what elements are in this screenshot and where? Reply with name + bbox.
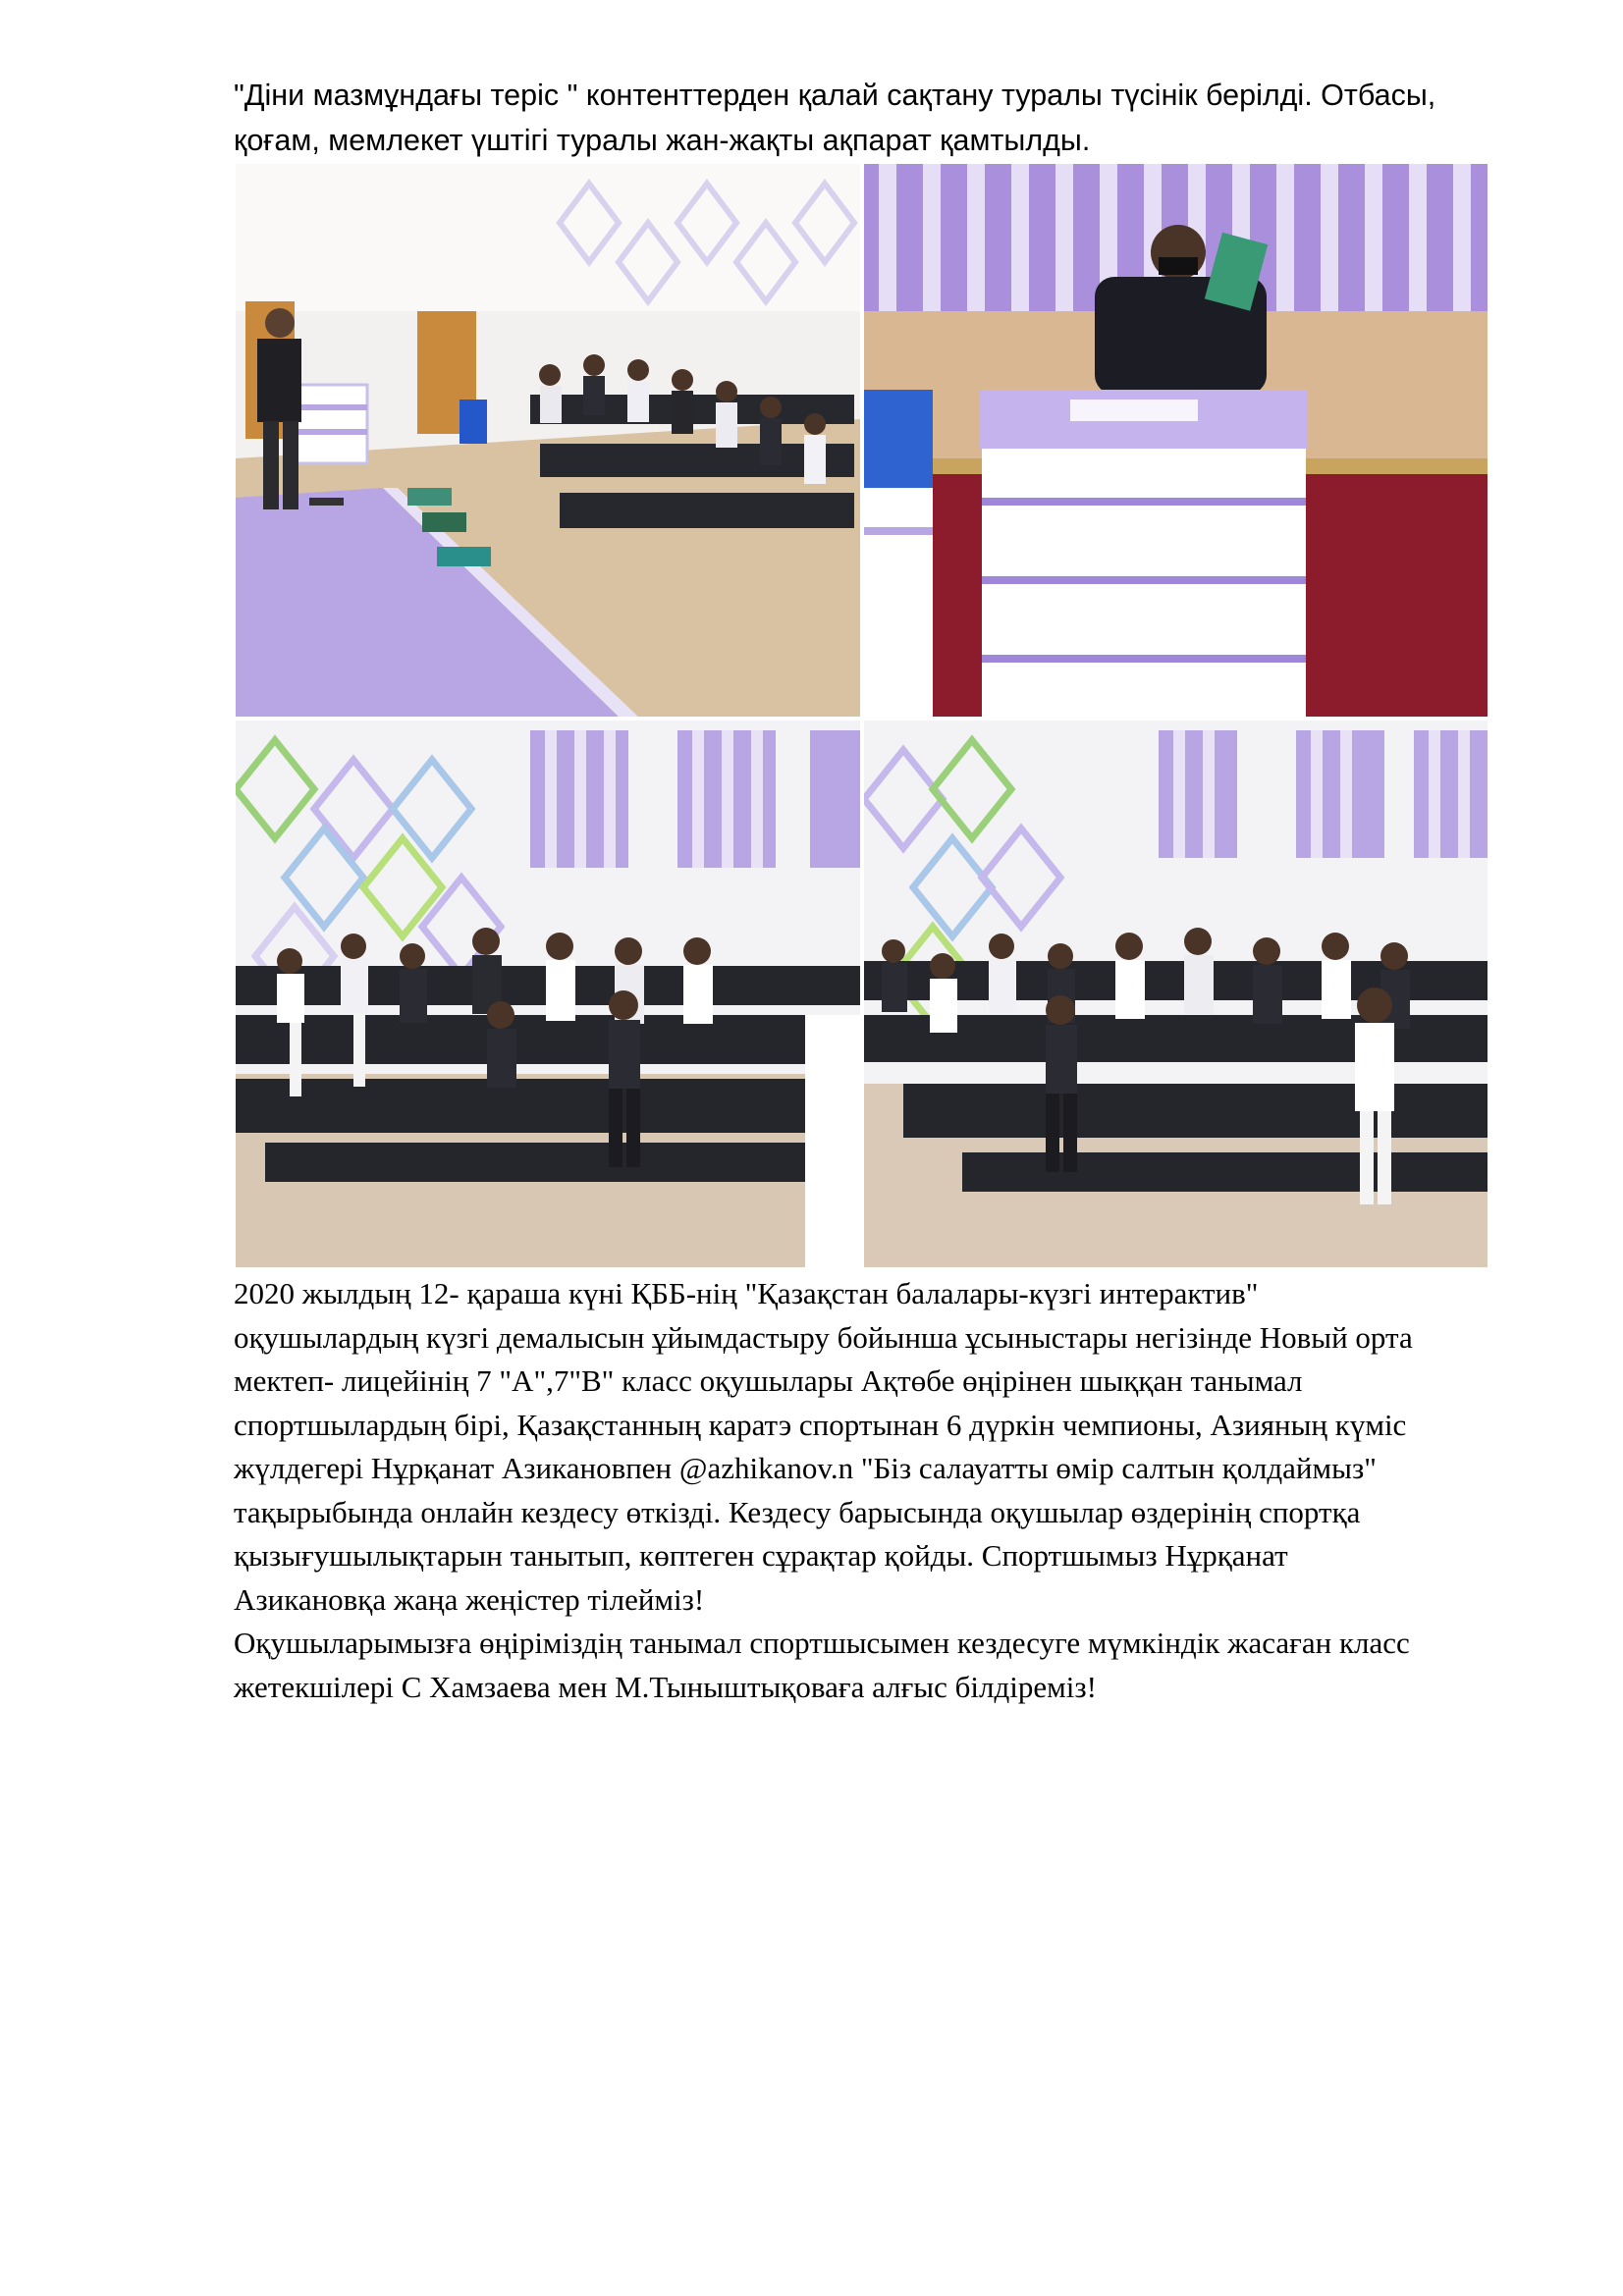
photo-audience-left	[236, 721, 860, 1267]
article-line-9: Оқушыларымызға өңіріміздің танымал спортшысымен кездесуге мүмкіндік жасаған класс	[234, 1626, 1410, 1660]
photo-collage	[236, 164, 1488, 1267]
photo-teacher-and-students	[236, 164, 860, 717]
article-line-1: 2020 жылдың 12- қараша күні ҚББ-нің "Қазақстан балалары-күзгі интерактив"	[234, 1276, 1259, 1310]
article-line-8: Азикановқа жаңа жеңістер тілейміз!	[234, 1581, 705, 1617]
article-line-5: жүлдегері Нұрқанат Азикановпен @azhikanov.n "Біз салауатты өмір салтын қолдаймыз"	[234, 1451, 1377, 1485]
article-paragraph	[234, 1272, 1540, 1709]
intro-paragraph	[234, 73, 1530, 163]
photo-audience-right	[864, 721, 1488, 1267]
article-line-6: тақырыбында онлайн кездесу өткізді. Кездесу барысында оқушылар өздерінің спортқа	[234, 1494, 1361, 1529]
article-line-7: қызығушылықтарын танытып, көптеген сұрақтар қойды. Спортшымыз Нұрқанат	[234, 1538, 1288, 1573]
intro-line-2: қоғам, мемлекет үштігі туралы жан-жақты ақпарат қамтылды.	[234, 124, 1091, 157]
intro-line-1: "Діни мазмұндағы теріс " контенттерден қалай сақтану туралы түсінік берілді. Отбасы,	[234, 79, 1436, 112]
article-line-3: мектеп- лицейінің 7 "А",7"В" класс оқушылары Ақтөбе өңірінен шыққан танымал	[234, 1363, 1303, 1398]
photo-student-at-lectern	[864, 164, 1488, 717]
article-line-2: оқушылардың күзгі демалысын ұйымдастыру бойынша ұсыныстары негізінде Новый орта	[234, 1319, 1413, 1355]
article-line-4: спортшылардың бірі, Қазақстанның каратэ спортынан 6 дүркін чемпионы, Азияның күміс	[234, 1407, 1407, 1442]
article-line-10: жетекшілері С Хамзаева мен М.Тыныштықоваға алғыс білдіреміз!	[234, 1669, 1097, 1704]
